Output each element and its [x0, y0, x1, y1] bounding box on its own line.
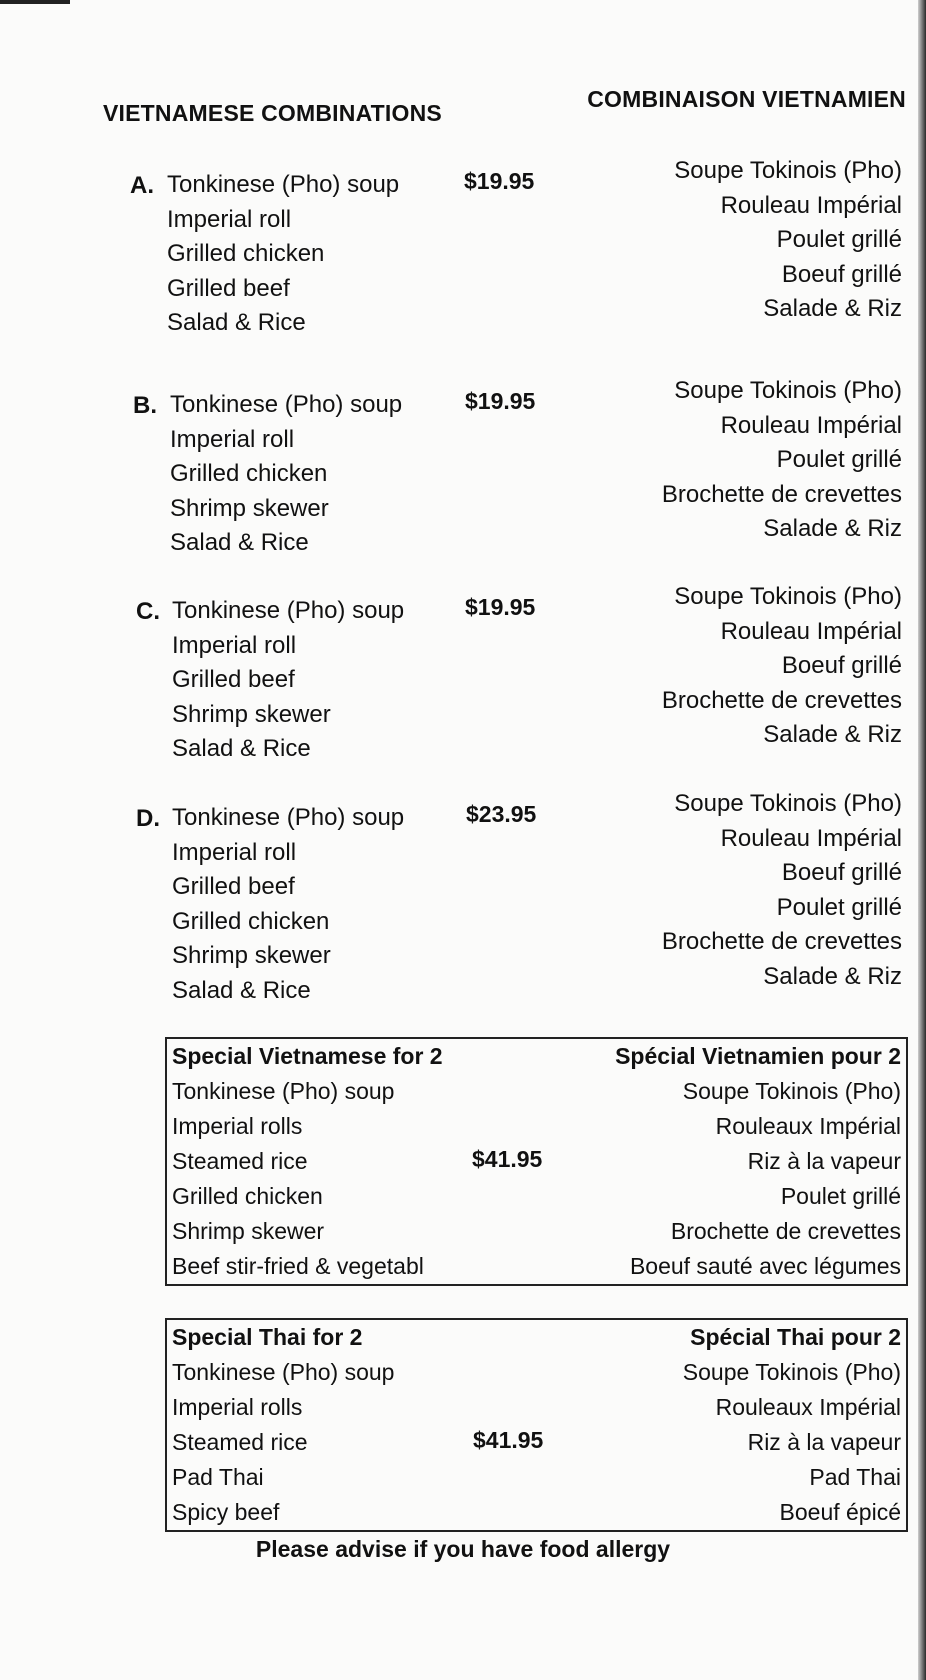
special-row	[167, 1390, 906, 1425]
item-fr: Rouleaux Impérial	[715, 1394, 901, 1420]
item-fr: Boeuf grillé	[781, 260, 902, 288]
special-row	[167, 1460, 906, 1495]
special-title-en: Special Vietnamese for 2	[172, 1043, 443, 1069]
item-fr: Pad Thai	[809, 1464, 901, 1490]
item-en: Pad Thai	[172, 1464, 264, 1490]
item-en: Steamed rice	[172, 1148, 308, 1174]
page-edge-shadow	[918, 0, 926, 1680]
page-corner-mark	[0, 0, 70, 4]
combo-items-fr	[674, 154, 902, 327]
special-price: $41.95	[472, 1146, 543, 1172]
item-fr: Soupe Tokinois (Pho)	[674, 157, 902, 184]
item-en: Tonkinese (Pho) soup	[172, 1078, 395, 1104]
item-fr: Rouleaux Impérial	[715, 1113, 901, 1139]
special-row	[167, 1355, 906, 1390]
item-en: Shrimp skewer	[172, 942, 331, 969]
item-fr: Brochette de crevettes	[661, 928, 902, 955]
item-en: Tonkinese (Pho) soup	[170, 391, 403, 418]
item-en: Imperial rolls	[172, 1394, 303, 1420]
combo-letter: A.	[130, 172, 154, 199]
item-fr: Rouleau Impérial	[720, 824, 902, 852]
special-row	[167, 1109, 906, 1144]
item-en: Imperial roll	[170, 425, 295, 453]
item-fr: Rouleau Impérial	[720, 411, 902, 439]
item-fr: Boeuf épicé	[779, 1499, 901, 1525]
item-fr: Salade & Riz	[763, 721, 902, 748]
item-en: Tonkinese (Pho) soup	[167, 171, 400, 198]
item-en: Spicy beef	[172, 1499, 280, 1525]
item-fr: Riz à la vapeur	[747, 1429, 901, 1455]
combo-price: $19.95	[465, 388, 536, 414]
special-row	[167, 1495, 906, 1530]
allergy-notice: Please advise if you have food allergy	[255, 1536, 671, 1562]
combo-items-fr	[662, 580, 902, 753]
item-en: Tonkinese (Pho) soup	[172, 1359, 395, 1385]
item-en: Imperial roll	[167, 205, 292, 233]
item-fr: Poulet grillé	[776, 226, 902, 253]
item-fr: Boeuf grillé	[781, 859, 902, 886]
item-en: Grilled chicken	[167, 240, 325, 267]
item-fr: Salade & Riz	[763, 962, 902, 990]
special-title-fr: Spécial Thai pour 2	[690, 1324, 901, 1350]
item-fr: Poulet grillé	[776, 893, 902, 921]
item-en: Shrimp skewer	[172, 1218, 325, 1244]
item-en: Grilled chicken	[172, 907, 330, 935]
item-en: Imperial rolls	[172, 1113, 303, 1139]
special-row	[167, 1214, 906, 1249]
combo-items-en	[172, 801, 404, 1008]
combo-items-en	[167, 168, 399, 341]
item-en: Grilled beef	[167, 274, 290, 302]
item-en: Imperial roll	[172, 631, 297, 659]
section-title-en: VIETNAMESE COMBINATIONS	[103, 100, 442, 126]
special-title-row	[167, 1320, 906, 1355]
item-en: Salad & Rice	[172, 735, 311, 762]
combo-letter: D.	[136, 805, 160, 832]
combo-items-fr	[662, 787, 902, 994]
item-en: Tonkinese (Pho) soup	[172, 804, 405, 831]
item-en: Shrimp skewer	[170, 494, 329, 522]
special-row	[167, 1179, 906, 1214]
special-title-en: Special Thai for 2	[172, 1324, 363, 1350]
item-en: Beef stir-fried & vegetabl	[172, 1253, 424, 1279]
special-title-row	[167, 1039, 906, 1074]
item-fr: Brochette de crevettes	[661, 480, 902, 508]
item-fr: Boeuf sauté avec légumes	[629, 1253, 901, 1279]
combo-price: $19.95	[464, 168, 535, 194]
item-fr: Brochette de crevettes	[670, 1218, 901, 1244]
item-fr: Salade & Riz	[763, 515, 902, 542]
item-fr: Poulet grillé	[776, 446, 902, 473]
special-row	[167, 1249, 906, 1284]
special-price: $41.95	[473, 1427, 544, 1453]
combo-items-fr	[662, 374, 902, 547]
combo-items-en	[172, 594, 404, 767]
item-en: Steamed rice	[172, 1429, 308, 1455]
item-fr: Soupe Tokinois (Pho)	[674, 583, 902, 610]
item-en: Salad & Rice	[170, 529, 309, 556]
special-row	[167, 1074, 906, 1109]
item-fr: Soupe Tokinois (Pho)	[674, 790, 902, 817]
item-en: Grilled beef	[172, 873, 295, 900]
item-fr: Salade & Riz	[763, 295, 902, 322]
item-en: Salad & Rice	[172, 976, 311, 1004]
item-fr: Soupe Tokinois (Pho)	[674, 377, 902, 404]
item-en: Shrimp skewer	[172, 700, 331, 728]
item-en: Grilled chicken	[172, 1183, 323, 1209]
combo-letter: C.	[136, 598, 160, 625]
special-thai-box	[165, 1318, 908, 1532]
item-fr: Riz à la vapeur	[747, 1148, 901, 1174]
combo-price: $19.95	[465, 594, 536, 620]
item-fr: Rouleau Impérial	[720, 191, 902, 219]
item-fr: Soupe Tokinois (Pho)	[682, 1359, 901, 1385]
combo-price: $23.95	[466, 801, 537, 827]
item-fr: Soupe Tokinois (Pho)	[682, 1078, 901, 1104]
combo-items-en	[170, 388, 402, 561]
item-en: Imperial roll	[172, 838, 297, 866]
item-en: Salad & Rice	[167, 309, 306, 336]
item-fr: Rouleau Impérial	[720, 617, 902, 645]
combo-letter: B.	[133, 392, 157, 419]
item-fr: Poulet grillé	[780, 1183, 901, 1209]
special-title-fr: Spécial Vietnamien pour 2	[615, 1043, 901, 1069]
item-en: Grilled chicken	[170, 460, 328, 487]
item-fr: Brochette de crevettes	[661, 686, 902, 714]
item-fr: Boeuf grillé	[781, 652, 902, 679]
item-en: Grilled beef	[172, 666, 295, 693]
item-en: Tonkinese (Pho) soup	[172, 597, 405, 624]
special-vietnamese-box	[165, 1037, 908, 1286]
section-title-fr: COMBINAISON VIETNAMIEN	[587, 86, 906, 112]
